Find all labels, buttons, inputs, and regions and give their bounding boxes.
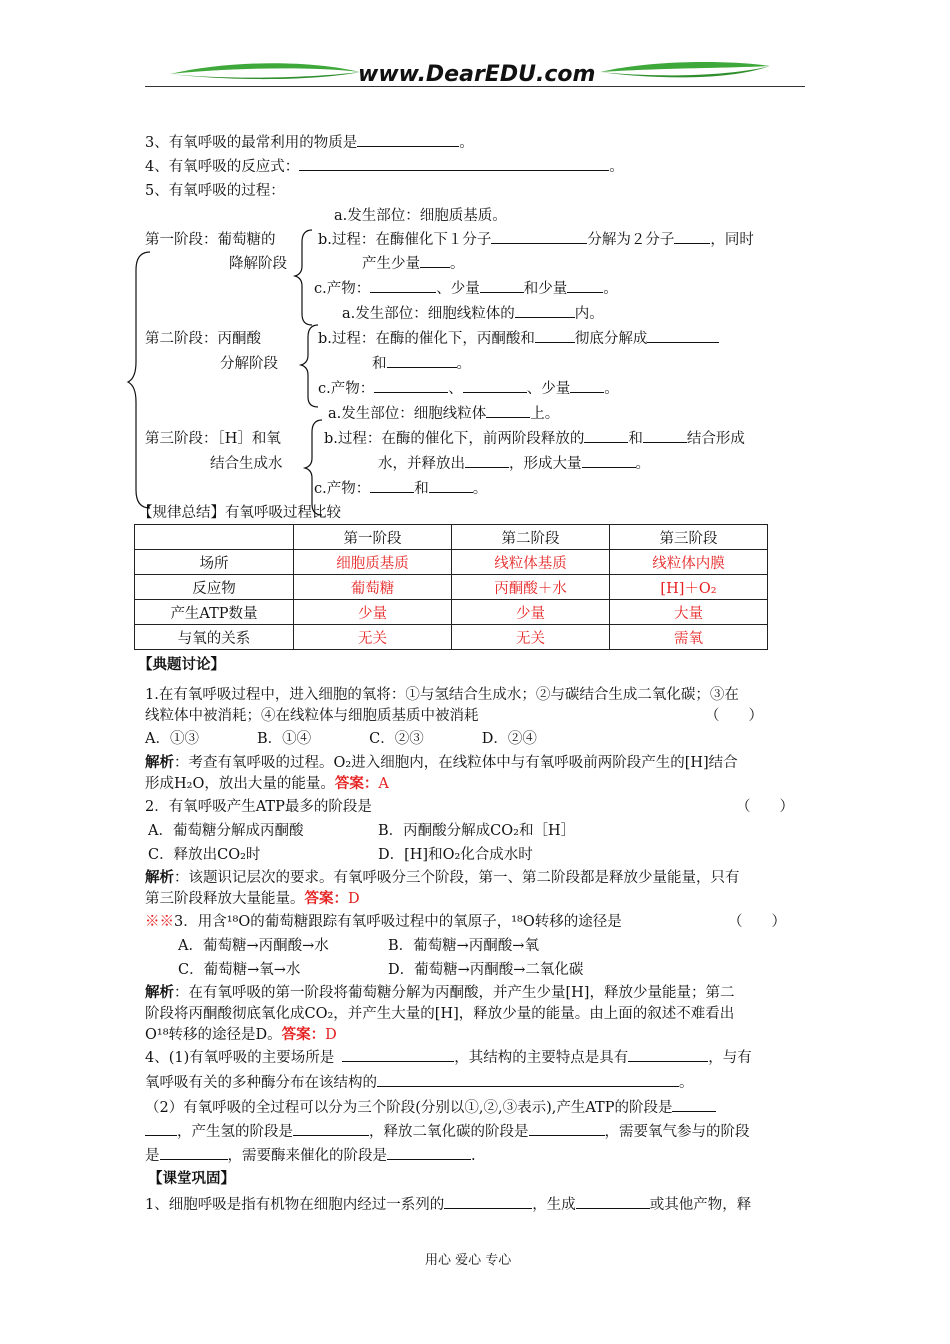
example3-option-c: C．葡萄糖→氧→水: [178, 962, 301, 978]
consolidate-heading: 【课堂巩固】: [148, 1170, 235, 1187]
table-cell: 少量: [452, 600, 610, 625]
stage3-c: c.产物： 和 。: [314, 477, 487, 498]
row-label: 场所: [135, 550, 294, 575]
stage1-c: c.产物： 、少量 和少量 。: [314, 277, 618, 298]
table-header-row: [135, 525, 768, 550]
example2-option-a: A．葡萄糖分解成丙酮酸: [148, 823, 304, 839]
example1-analysis-cont: 形成H₂O，放出大量的能量。答案：A: [145, 775, 389, 792]
question-4b-line1: 4、(1)有氧呼吸的主要场所是 ，其结构的主要特点是具有 ，与有: [145, 1046, 752, 1067]
summary-heading: 【规律总结】有氧呼吸过程比较: [138, 505, 341, 521]
stage1-brace: [292, 228, 316, 328]
stage1-b: b.过程：在酶催化下１分子 分解为２分子 ，同时: [318, 228, 754, 249]
question-4b-line3: （2）有氧呼吸的全过程可以分为三个阶段(分别以①,②,③表示),产生ATP的阶段是: [145, 1096, 716, 1117]
stage3-b-cont: 水，并释放出 ，形成大量 。: [378, 452, 650, 473]
example2-option-c: C．释放出CO₂时: [148, 847, 261, 863]
stage3-title-2: 结合生成水: [210, 456, 283, 472]
stage1-a: a.发生部位：细胞质基质。: [334, 208, 507, 224]
question-4b-line2: 氧呼吸有关的多种酶分布在该结构的 。: [145, 1071, 694, 1092]
stage2-b: b.过程：在酶的催化下，丙酮酸和 彻底分解成: [318, 327, 719, 348]
table-cell: 需氧: [610, 625, 768, 650]
question-4b-line5: 是 ，需要酶来催化的阶段是 .: [145, 1144, 476, 1165]
question-5: 5、有氧呼吸的过程：: [145, 183, 285, 199]
example3-line1: ※※3．用含¹⁸O的葡萄糖跟踪有氧呼吸过程中的氧原子，¹⁸O转移的途径是: [145, 914, 622, 930]
table-cell: 无关: [294, 625, 452, 650]
example2-option-b: B．丙酮酸分解成CO₂和［H］: [378, 823, 576, 839]
example3-analysis-cont2: O¹⁸转移的途径是D。答案：D: [145, 1026, 337, 1043]
question-4: 4、有氧呼吸的反应式： 。: [145, 155, 624, 176]
table-row: [135, 575, 768, 600]
stage2-a: a.发生部位：细胞线粒体的 内。: [342, 302, 604, 323]
example1-line1: 1.在有氧呼吸过程中，进入细胞的氧将：①与氢结合生成水；②与碳结合生成二氧化碳；③在: [145, 687, 739, 703]
outer-brace: [126, 250, 156, 510]
table-row: [135, 600, 768, 625]
comparison-table: [134, 524, 768, 650]
stage1-title-2: 降解阶段: [229, 256, 287, 272]
question-4b-line4: ，产生氢的阶段是 ，释放二氧化碳的阶段是 ，需要氧气参与的阶段: [145, 1120, 750, 1141]
stage2-title: 第二阶段：丙酮酸: [145, 331, 261, 347]
example2-option-d: D．[H]和O₂化合成水时: [378, 847, 533, 863]
example1-line2: 线粒体中被消耗；④在线粒体与细胞质基质中被消耗: [145, 708, 479, 724]
table-header-cell: 第二阶段: [452, 525, 610, 550]
stage3-title: 第三阶段：［H］和氧: [145, 431, 281, 447]
stage1-title: 第一阶段：葡萄糖的: [145, 232, 276, 248]
stage2-title-2: 分解阶段: [220, 356, 278, 372]
example1-options: A．①③ B．①④ C．②③ D．②④: [145, 731, 537, 747]
stage3-b: b.过程：在酶的催化下，前两阶段释放的 和 结合形成: [324, 427, 745, 448]
stage1-b-cont: 产生少量 。: [362, 252, 465, 273]
table-cell: 丙酮酸＋水: [452, 575, 610, 600]
table-cell: 大量: [610, 600, 768, 625]
consolidate-q1: 1、细胞呼吸是指有机物在细胞内经过一系列的 ，生成 或其他产物，释: [145, 1193, 751, 1214]
table-header-cell: [135, 525, 294, 550]
stage3-a: a.发生部位：细胞线粒体 上。: [328, 402, 559, 423]
table-header-cell: 第三阶段: [610, 525, 768, 550]
example3-option-a: A．葡萄糖→丙酮酸→水: [178, 938, 329, 954]
table-header-cell: 第一阶段: [294, 525, 452, 550]
example2-paren: （ ）: [736, 799, 794, 815]
discussion-heading: 【典题讨论】: [138, 656, 225, 673]
table-cell: 少量: [294, 600, 452, 625]
example3-option-b: B．葡萄糖→丙酮酸→氧: [388, 938, 539, 954]
example3-analysis: 解析：在有氧呼吸的第一阶段将葡萄糖分解为丙酮酸，并产生少量[H]，释放少量能量；第二: [145, 984, 735, 1001]
page-footer: 用心 爱心 专心: [425, 1253, 512, 1268]
example2-line1: 2．有氧呼吸产生ATP最多的阶段是: [145, 799, 372, 815]
site-logo-text: www.DearEDU.com: [358, 62, 596, 87]
table-cell: 细胞质基质: [294, 550, 452, 575]
table-cell: 无关: [452, 625, 610, 650]
table-cell: [H]＋O₂: [610, 575, 768, 600]
example1-paren: （ ）: [705, 708, 763, 724]
stage2-b-cont: 和 。: [372, 352, 471, 373]
table-row: [135, 625, 768, 650]
example2-analysis: 解析：该题识记层次的要求。有氧呼吸分三个阶段，第一、第二阶段都是释放少量能量，只有: [145, 869, 740, 886]
table-row: [135, 550, 768, 575]
example3-analysis-cont: 阶段将丙酮酸彻底氧化成CO₂，并产生大量的[H]，释放少量的能量。由上面的叙述不难看出: [145, 1006, 735, 1022]
row-label: 与氧的关系: [135, 625, 294, 650]
table-cell: 线粒体基质: [452, 550, 610, 575]
example1-analysis: 解析：考查有氧呼吸的过程。O₂进入细胞内，在线粒体中与有氧呼吸前两阶段产生的[H]结合: [145, 754, 738, 771]
stage2-c: c.产物： 、 、少量 。: [318, 377, 619, 398]
row-label: 反应物: [135, 575, 294, 600]
row-label: 产生ATP数量: [135, 600, 294, 625]
table-cell: 线粒体内膜: [610, 550, 768, 575]
example2-analysis-cont: 第三阶段释放大量能量。答案：D: [145, 890, 360, 907]
example3-paren: （ ）: [728, 914, 786, 930]
question-3: 3、有氧呼吸的最常利用的物质是 。: [145, 131, 474, 152]
table-cell: 葡萄糖: [294, 575, 452, 600]
example3-option-d: D．葡萄糖→丙酮酸→二氧化碳: [388, 962, 584, 978]
